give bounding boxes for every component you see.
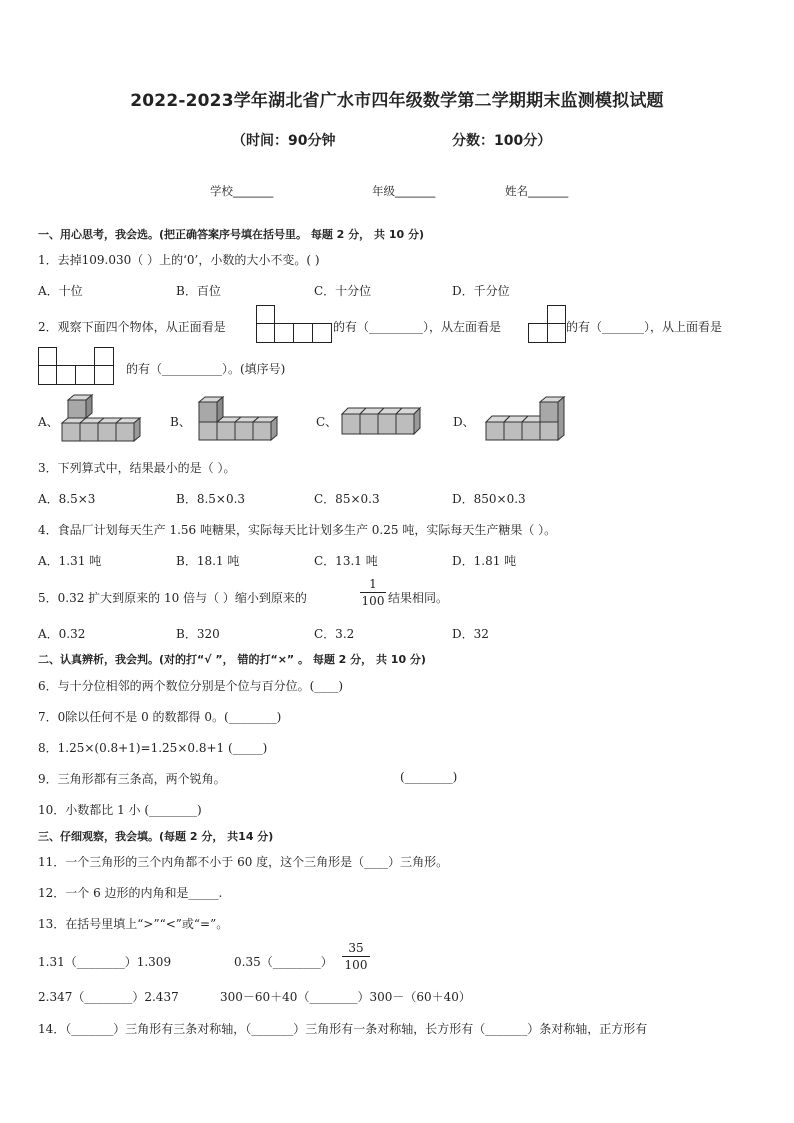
q13-item-a[interactable]: 1.31（________）1.309 — [38, 955, 172, 969]
name-field[interactable]: 姓名_______ — [505, 184, 569, 198]
exam-time: （时间：90分钟 — [232, 133, 336, 149]
q5-option-d[interactable]: D．32 — [452, 627, 489, 641]
q2-part2: 的有（_________），从左面看是 — [333, 320, 502, 334]
q13-item-b[interactable]: 0.35（________） — [234, 955, 333, 969]
q14-text: 14．（_______）三角形有三条对称轴，（_______）三角形有一条对称轴，长方形有（_______）条对称轴，正方形有 — [38, 1022, 648, 1036]
q7-text: 7．0除以任何不是 0 的数都得 0。(________) — [38, 710, 282, 724]
exam-title: 2022-2023学年湖北省广水市四年级数学第二学期期末监测模拟试题 — [130, 91, 664, 111]
q5-part1: 5．0.32 扩大到原来的 10 倍与（ ）缩小到原来的 — [38, 591, 307, 605]
q2-label-b: B、 — [170, 415, 191, 429]
q1-option-d[interactable]: D．千分位 — [452, 284, 510, 298]
section2-heading: 二、认真辨析，我会判。(对的打“√ ”， 错的打“×” 。 每题 2 分， 共 10 分) — [38, 653, 426, 666]
q3-option-b[interactable]: B．8.5×0.3 — [176, 492, 246, 506]
q2-part1: 2．观察下面四个物体，从正面看是 — [38, 320, 226, 334]
q4-option-b[interactable]: B．18.1 吨 — [176, 554, 240, 568]
q4-option-c[interactable]: C．13.1 吨 — [314, 554, 378, 568]
q10-text: 10．小数都比 1 小 (________) — [38, 803, 202, 817]
left-view-shape — [528, 305, 566, 343]
q5-option-a[interactable]: A．0.32 — [38, 627, 86, 641]
q5-part2: 结果相同。 — [388, 591, 449, 605]
q8-text: 8．1.25×(0.8+1)=1.25×0.8+1 (_____) — [38, 741, 268, 755]
object-a-figure — [58, 392, 144, 444]
q4-text: 4．食品厂计划每天生产 1.56 吨糖果，实际每天比计划多生产 0.25 吨，实际每天生产糖果（ ）。 — [38, 523, 557, 537]
q13-fraction-denominator: 100 — [344, 958, 368, 972]
q9-blank[interactable]: (________) — [400, 770, 458, 784]
q9-text: 9．三角形都有三条高，两个锐角。 — [38, 772, 226, 786]
q5-option-c[interactable]: C．3.2 — [314, 627, 355, 641]
q1-option-c[interactable]: C．十分位 — [314, 284, 372, 298]
object-d-figure — [482, 394, 574, 444]
q13-text: 13．在括号里填上“>”“<”或“=”。 — [38, 917, 229, 931]
q3-option-d[interactable]: D．850×0.3 — [452, 492, 526, 506]
top-view-shape — [38, 347, 114, 385]
section1-heading: 一、用心思考，我会选。(把正确答案序号填在括号里。 每题 2 分， 共 10 分) — [38, 228, 424, 241]
exam-score: 分数：100分） — [452, 133, 552, 149]
q6-text: 6．与十分位相邻的两个数位分别是个位与百分位。(____) — [38, 679, 344, 693]
q1-option-b[interactable]: B．百位 — [176, 284, 221, 298]
q5-fraction-numerator: 1 — [360, 576, 386, 593]
section3-heading: 三、仔细观察，我会填。(每题 2 分， 共14 分) — [38, 830, 274, 843]
q2-label-c: C、 — [316, 415, 338, 429]
object-c-figure — [338, 402, 428, 438]
q12-text: 12．一个 6 边形的内角和是_____. — [38, 886, 223, 900]
q2-label-a: A、 — [38, 415, 59, 429]
school-field[interactable]: 学校_______ — [210, 184, 274, 198]
q1-text: 1．去掉109.030（ ）上的‘0’，小数的大小不变。( ) — [38, 253, 320, 267]
front-view-shape — [256, 305, 332, 343]
q2-part4: 的有（__________）。(填序号) — [126, 362, 286, 376]
q11-text: 11．一个三角形的三个内角都不小于 60 度，这个三角形是（____）三角形。 — [38, 855, 449, 869]
q5-option-b[interactable]: B．320 — [176, 627, 220, 641]
q5-fraction-denominator: 100 — [361, 594, 385, 608]
q13-item-c[interactable]: 2.347（________）2.437 — [38, 990, 179, 1004]
q13-fraction — [342, 940, 370, 973]
q4-option-d[interactable]: D．1.81 吨 — [452, 554, 517, 568]
q3-option-a[interactable]: A．8.5×3 — [38, 492, 96, 506]
q2-label-d: D、 — [453, 415, 475, 429]
object-b-figure — [193, 394, 283, 444]
q3-option-c[interactable]: C．85×0.3 — [314, 492, 380, 506]
q1-option-a[interactable]: A．十位 — [38, 284, 83, 298]
q2-part3: 的有（_______），从上面看是 — [566, 320, 723, 334]
q3-text: 3．下列算式中，结果最小的是（ ）。 — [38, 461, 236, 475]
q13-fraction-numerator: 35 — [342, 940, 370, 957]
q13-item-d[interactable]: 300－60＋40（________）300－（60＋40） — [220, 990, 471, 1004]
q4-option-a[interactable]: A．1.31 吨 — [38, 554, 102, 568]
grade-field[interactable]: 年级_______ — [372, 184, 436, 198]
q5-fraction — [360, 576, 386, 609]
